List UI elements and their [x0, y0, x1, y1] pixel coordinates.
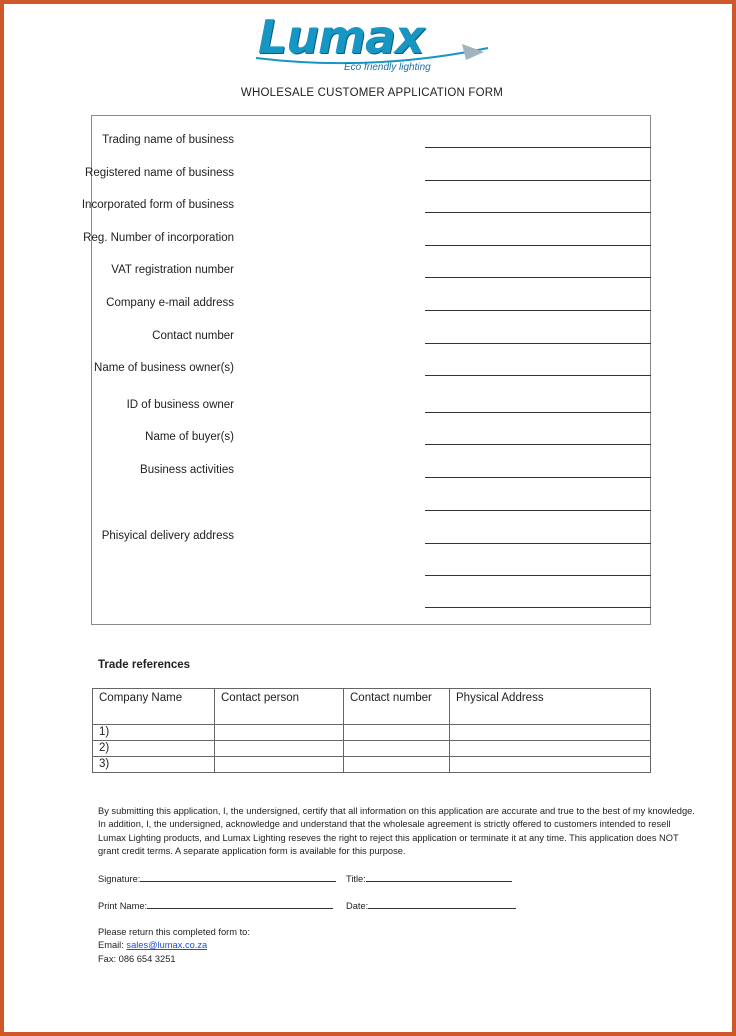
table-cell[interactable]	[450, 757, 651, 773]
logo-tagline: Eco friendly lighting	[344, 62, 431, 73]
title-row	[346, 872, 512, 884]
field-input-trading-name[interactable]	[425, 147, 651, 148]
field-label-business-owners: Name of business owner(s)	[94, 362, 234, 374]
signature-field[interactable]	[140, 872, 336, 882]
trade-references-title: Trade references	[98, 659, 191, 671]
field-label-vat-number: VAT registration number	[111, 264, 234, 276]
field-input-business-owners[interactable]	[425, 375, 651, 376]
table-cell[interactable]	[215, 757, 344, 773]
table-cell[interactable]	[344, 741, 450, 757]
table-header-row	[93, 689, 651, 725]
field-label-contact-number: Contact number	[152, 330, 234, 342]
table-cell[interactable]	[344, 725, 450, 741]
column-header: Company Name	[93, 689, 215, 725]
table-row	[93, 757, 651, 773]
table-cell[interactable]	[450, 741, 651, 757]
trade-references-table	[92, 688, 651, 773]
field-input-contact-number[interactable]	[425, 343, 651, 344]
title-field[interactable]	[366, 872, 512, 882]
field-input-incorporated-form[interactable]	[425, 212, 651, 213]
form-title: WHOLESALE CUSTOMER APPLICATION FORM	[240, 87, 504, 99]
field-input-registered-name[interactable]	[425, 180, 651, 181]
table-cell[interactable]	[215, 741, 344, 757]
field-input-vat-number[interactable]	[425, 277, 651, 278]
date-field[interactable]	[368, 899, 516, 909]
field-label-business-activities: Business activities	[140, 464, 234, 476]
return-heading: Please return this completed form to:	[98, 927, 250, 937]
email-label: Email:	[98, 940, 127, 951]
table-cell[interactable]	[450, 725, 651, 741]
row-number[interactable]: 3)	[93, 757, 215, 773]
field-label-owner-id: ID of business owner	[126, 399, 234, 411]
field-input-business-activities-2[interactable]	[425, 510, 651, 511]
print-name-field[interactable]	[147, 899, 333, 909]
column-header: Contact number	[344, 689, 450, 725]
lumax-logo	[252, 10, 492, 76]
field-input-delivery-address-3[interactable]	[425, 607, 651, 608]
field-label-company-email: Company e-mail address	[106, 297, 234, 309]
field-label-delivery-address: Phisyical delivery address	[101, 530, 234, 542]
table-row	[93, 725, 651, 741]
row-number[interactable]: 1)	[93, 725, 215, 741]
field-input-buyers[interactable]	[425, 444, 651, 445]
table-cell[interactable]	[215, 725, 344, 741]
field-input-delivery-address[interactable]	[425, 543, 651, 544]
column-header: Physical Address	[450, 689, 651, 725]
field-label-reg-number: Reg. Number of incorporation	[83, 232, 234, 244]
field-label-incorporated-form: Incorporated form of business	[81, 199, 234, 211]
print-name-row	[98, 899, 333, 911]
field-label-registered-name: Registered name of business	[85, 167, 234, 179]
signature-row	[98, 872, 336, 884]
field-input-company-email[interactable]	[425, 310, 651, 311]
table-cell[interactable]	[344, 757, 450, 773]
title-label: Title:	[346, 874, 366, 884]
date-row	[346, 899, 516, 911]
field-input-owner-id[interactable]	[425, 412, 651, 413]
signature-label: Signature:	[98, 874, 141, 884]
date-label: Date:	[346, 901, 369, 911]
field-label-trading-name: Trading name of business	[102, 134, 234, 146]
return-email	[98, 939, 250, 952]
business-details-box	[81, 115, 651, 625]
return-fax: Fax: 086 654 3251	[98, 953, 176, 964]
return-instructions	[98, 926, 250, 966]
field-input-business-activities[interactable]	[425, 477, 651, 478]
field-input-reg-number[interactable]	[425, 245, 651, 246]
logo-wordmark: Lumax	[258, 10, 424, 64]
row-number[interactable]: 2)	[93, 741, 215, 757]
declaration-text: By submitting this application, I, the undersigned, certify that all information on this application are accurate and true to the best of my knowledge. In addition, I, the undersigned, acknowledge and understand that the wholesale agreement is strictly offered to customers intended to resell Lumax Lighting products, and Lumax Lighting reseves the right to reject this application or terminate it at any time. This application does NOT grant credit terms. A separate application form is available for this purpose.	[98, 806, 695, 856]
print-name-label: Print Name:	[98, 901, 148, 911]
field-label-buyers: Name of buyer(s)	[145, 431, 234, 443]
field-input-delivery-address-2[interactable]	[425, 575, 651, 576]
email-link[interactable]: sales@lumax.co.za	[126, 940, 208, 951]
table-row	[93, 741, 651, 757]
column-header: Contact person	[215, 689, 344, 725]
